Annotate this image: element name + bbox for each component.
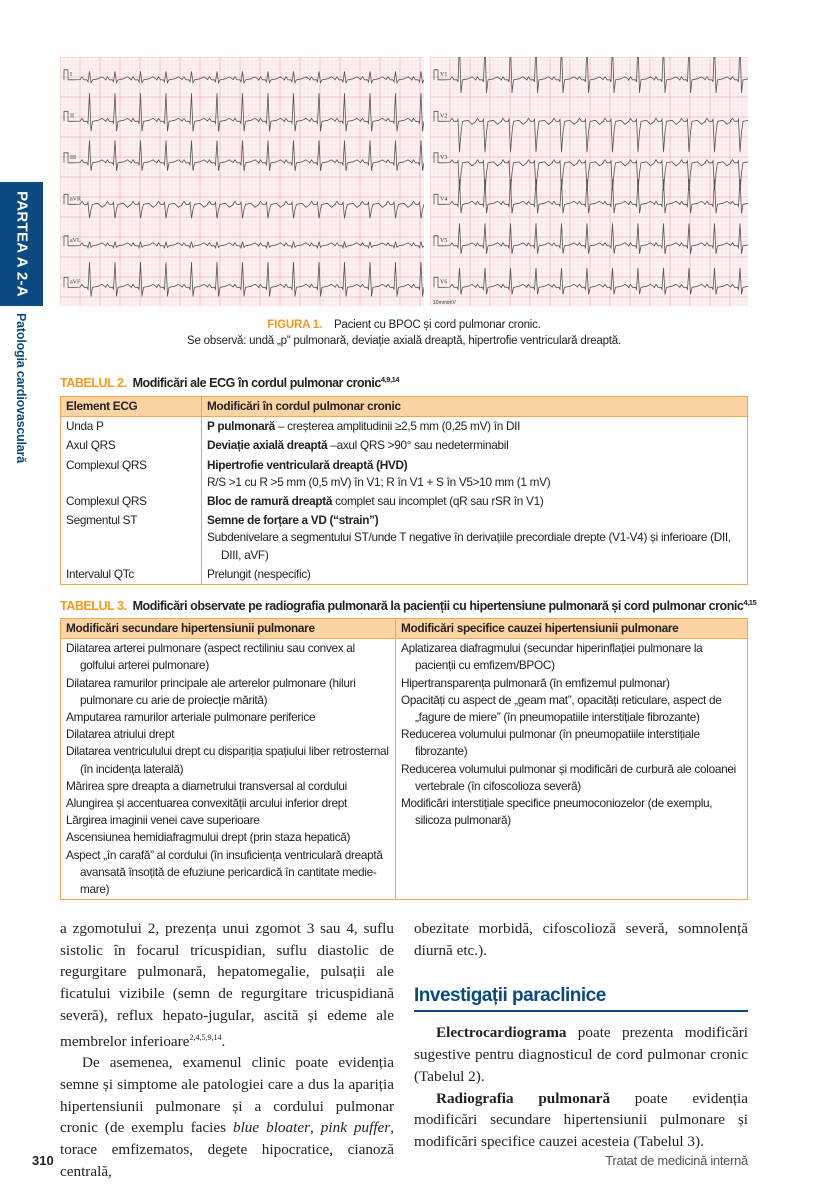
paragraph: [414, 1088, 748, 1153]
part-label: PARTEA A 2-A: [13, 191, 30, 297]
table3-title-text: Modificări observate pe radiografia pulmonară la pacienții cu hipertensiune pulmonară și cord pulmonar cronic: [132, 599, 744, 614]
table2-header: Element ECG: [61, 397, 202, 417]
table2-header: Modificări în cordul pulmonar cronic: [202, 397, 748, 417]
figure-caption: [60, 319, 748, 331]
list-item: Reducerea volumului pulmonar (în pneumopatiile interstițiale fibrozante): [401, 727, 700, 759]
caption-line-1: Pacient cu BPOC și cord pulmonar cronic.: [333, 319, 541, 331]
list-item: Dilatarea atriului drept: [66, 727, 175, 742]
change-title: Deviație axială dreaptă: [207, 438, 328, 453]
lead-label: aVR: [70, 196, 81, 203]
change-text: – creșterea amplitudinii ≥2,5 mm (0,25 mV) în DII: [274, 419, 521, 434]
table2-title-text: Modificări ale ECG în cordul pulmonar cronic: [132, 376, 381, 391]
list-item: Mărirea spre dreapta a diametrului transversal al cordului: [66, 778, 347, 793]
paragraph-text: a zgomotului 2, prezența unui zgomot 3 sau 4, suflu sistolic în focarul tricuspidian, suflu diastolic de regurgitare pulmonară, hepatomegalie, pulsații ale ficatului vizibile (semn de regurgitare tricuspidiană severă), reflux hepato-jugular, ascită și edeme ale membrelor inferioare: [60, 920, 394, 1050]
table2-refs: 4,9,14: [380, 375, 400, 384]
table-radiography-changes: [60, 618, 748, 900]
term: pink puffer: [320, 1119, 391, 1137]
lead-label: V6: [440, 279, 448, 286]
ecg-element: Unda P: [66, 419, 104, 434]
page-number: 310: [32, 1153, 54, 1168]
citation: 2,4,5,9,14: [189, 1032, 222, 1042]
term: Electrocardiograma: [436, 1024, 567, 1042]
ecg-precordial-leads-image: [430, 57, 748, 306]
ecg-change: [202, 456, 748, 492]
ecg-element: Complexul QRS: [66, 457, 147, 472]
paragraph: [60, 1052, 394, 1182]
ecg-change: [202, 436, 748, 455]
calibration-label: 10mm/mV: [433, 300, 456, 306]
body-column-left: [60, 918, 394, 1183]
table3-title: [60, 598, 756, 613]
table3-label: TABELUL 3.: [60, 599, 127, 614]
change-text: Prelungit (nespecific): [207, 566, 311, 581]
paragraph-text: ,: [310, 1119, 321, 1137]
ecg-change: [202, 492, 748, 511]
lead-label: I: [70, 71, 72, 78]
table3-header: Modificări specifice cauzei hipertensiunii pulmonare: [396, 619, 748, 639]
paragraph-text: , torace emfizematos, degete hipocratice, cianoză centrală,: [60, 1119, 394, 1180]
lead-label: aVF: [70, 279, 81, 286]
ecg-paper: [430, 57, 748, 306]
table3-refs: 4,15: [743, 598, 757, 607]
list-item: Lărgirea imaginii venei cave superioare: [66, 813, 260, 828]
table2-title: [60, 375, 399, 390]
paragraph-text: poate evidenția modificări secundare hipertensiunii pulmonare și modificări specifice cauzei acesteia (Tabelul 3).: [414, 1089, 748, 1150]
table-ecg-changes: [60, 396, 748, 585]
body-column-right: [414, 918, 748, 1153]
table-row: [61, 417, 748, 437]
ecg-element: Complexul QRS: [66, 494, 147, 509]
table2-label: TABELUL 2.: [60, 376, 127, 391]
list-item: Amputarea ramurilor arteriale pulmonare periferice: [66, 710, 316, 725]
list-item: Dilatarea ramurilor principale ale arterelor pulmonare (hiluri pulmonare cu arie de proiecție mărită): [66, 675, 356, 707]
table-row: [61, 456, 748, 492]
term: Radiografia pulmonară: [436, 1089, 611, 1107]
section-label: Patologia cardiovasculară: [14, 313, 28, 463]
list-item: Aspect „în carafă” al cordului (în insuficiența ventriculară dreaptă avansată însoțită de efuziune pericardică în cantitate medie-mare): [66, 847, 383, 897]
lead-label: aVL: [70, 237, 81, 244]
table3-right-cell: [396, 639, 748, 900]
paragraph-text: De asemenea, examenul clinic poate evidenția semne și simptome ale patologiei care a dus la apariția hipertensiunii pulmonare și a cordului pulmonar cronic (de exemplu facies: [60, 1054, 394, 1137]
paragraph-text: poate prezenta modificări sugestive pentru diagnosticul de cord pulmonar cronic (Tabelul 2).: [414, 1024, 748, 1085]
change-title: Semne de forțare a VD (“strain”): [207, 513, 379, 528]
paragraph: [414, 1022, 748, 1087]
list-item: Opacități cu aspect de „geam mat”, opacități reticulare, aspect de „fagure de miere” (în pneumopatiile interstițiale fibrozante): [401, 692, 722, 725]
table3-left-cell: [61, 639, 396, 900]
term: blue bloater: [232, 1119, 310, 1137]
table3-header: Modificări secundare hipertensiunii pulmonare: [61, 619, 396, 639]
list-item: Ascensiunea hemidiafragmului drept (prin staza hepatică): [66, 830, 351, 845]
list-item: Dilatarea arterei pulmonare (aspect rectiliniu sau convex al golfului arterei pulmonare): [66, 641, 355, 673]
change-title: P pulmonară: [207, 419, 275, 434]
section-heading: Investigații paraclinice: [414, 984, 748, 1012]
caption-line-2: Se observă: undă „p” pulmonară, deviație axială dreaptă, hipertrofie ventriculară dreaptă.: [187, 335, 621, 347]
change-title: Bloc de ramură dreaptă: [207, 494, 333, 509]
change-detail: R/S >1 cu R >5 mm (0,5 mV) în V1; R în V1 + S în V5>10 mm (1 mV): [207, 474, 551, 489]
ecg-limb-leads-image: [60, 57, 424, 306]
ecg-change: [202, 565, 748, 585]
change-title: Hipertrofie ventriculară dreaptă (HVD): [207, 457, 408, 472]
table-row: [61, 511, 748, 565]
list-item: Reducerea volumului pulmonar și modificări de curbură ale coloanei vertebrale (în cifoscolioza severă): [401, 761, 736, 793]
ecg-limb-leads: [60, 57, 424, 306]
ecg-element: Axul QRS: [66, 438, 116, 453]
lead-label: III: [70, 154, 76, 161]
lead-label: V2: [440, 113, 448, 120]
list-item: Aplatizarea diafragmului (secundar hiperinflației pulmonare la pacienții cu emfizem/BPOC): [401, 641, 703, 673]
paragraph: obezitate morbidă, cifoscolioză severă, somnolență diurnă etc.).: [414, 920, 748, 959]
table-row: [61, 436, 748, 455]
ecg-change: [202, 511, 748, 565]
change-text: –axul QRS >90° sau nedeterminabil: [327, 438, 509, 453]
lead-label: II: [70, 113, 74, 120]
ecg-change: [202, 417, 748, 437]
paragraph: a zgomotului 2, prezența unui zgomot 3 sau 4, suflu sistolic în focarul tricuspidian, suflu diastolic de regurgitare pulmonară, hepatomegalie, pulsații ale ficatului vizibile (semn de regurgitare tricuspidiană severă), reflux hepato-jugular, ascită și edeme ale membrelor inferioare$^{2,4,5,9,14}$.: [60, 920, 394, 1050]
lead-label: V3: [440, 154, 448, 161]
list-item: Alungirea și accentuarea convexității arcului inferior drept: [66, 796, 348, 811]
list-item: Hipertransparența pulmonară (în emfizemul pulmonar): [401, 675, 670, 690]
list-item: Dilatarea ventriculului drept cu dispariția spațiului liber retrosternal (în incidența laterală): [66, 744, 389, 776]
table-row: [61, 565, 748, 585]
part-tab: [0, 182, 43, 306]
ecg-element: Intervalul QTc: [66, 566, 134, 581]
lead-label: V1: [440, 71, 448, 78]
figure-label: FIGURA 1.: [267, 319, 322, 331]
lead-label: V5: [440, 237, 448, 244]
list-item: Modificări interstițiale specifice pneumoconiozelor (de exemplu, silicoza pulmonară): [401, 796, 713, 828]
lead-label: V4: [440, 196, 448, 203]
change-text: complet sau incomplet (qR sau rSR în V1): [332, 494, 544, 509]
table-row: [61, 492, 748, 511]
book-title: Tratat de medicină internă: [605, 1153, 748, 1168]
ecg-precordial-leads: [430, 57, 748, 306]
change-detail: Subdenivelare a segmentului ST/unde T negative în derivațiile precordiale drepte (V1-V4) și inferioare (DII, DIII, aVF): [207, 530, 731, 562]
ecg-element: Segmentul ST: [66, 513, 138, 528]
